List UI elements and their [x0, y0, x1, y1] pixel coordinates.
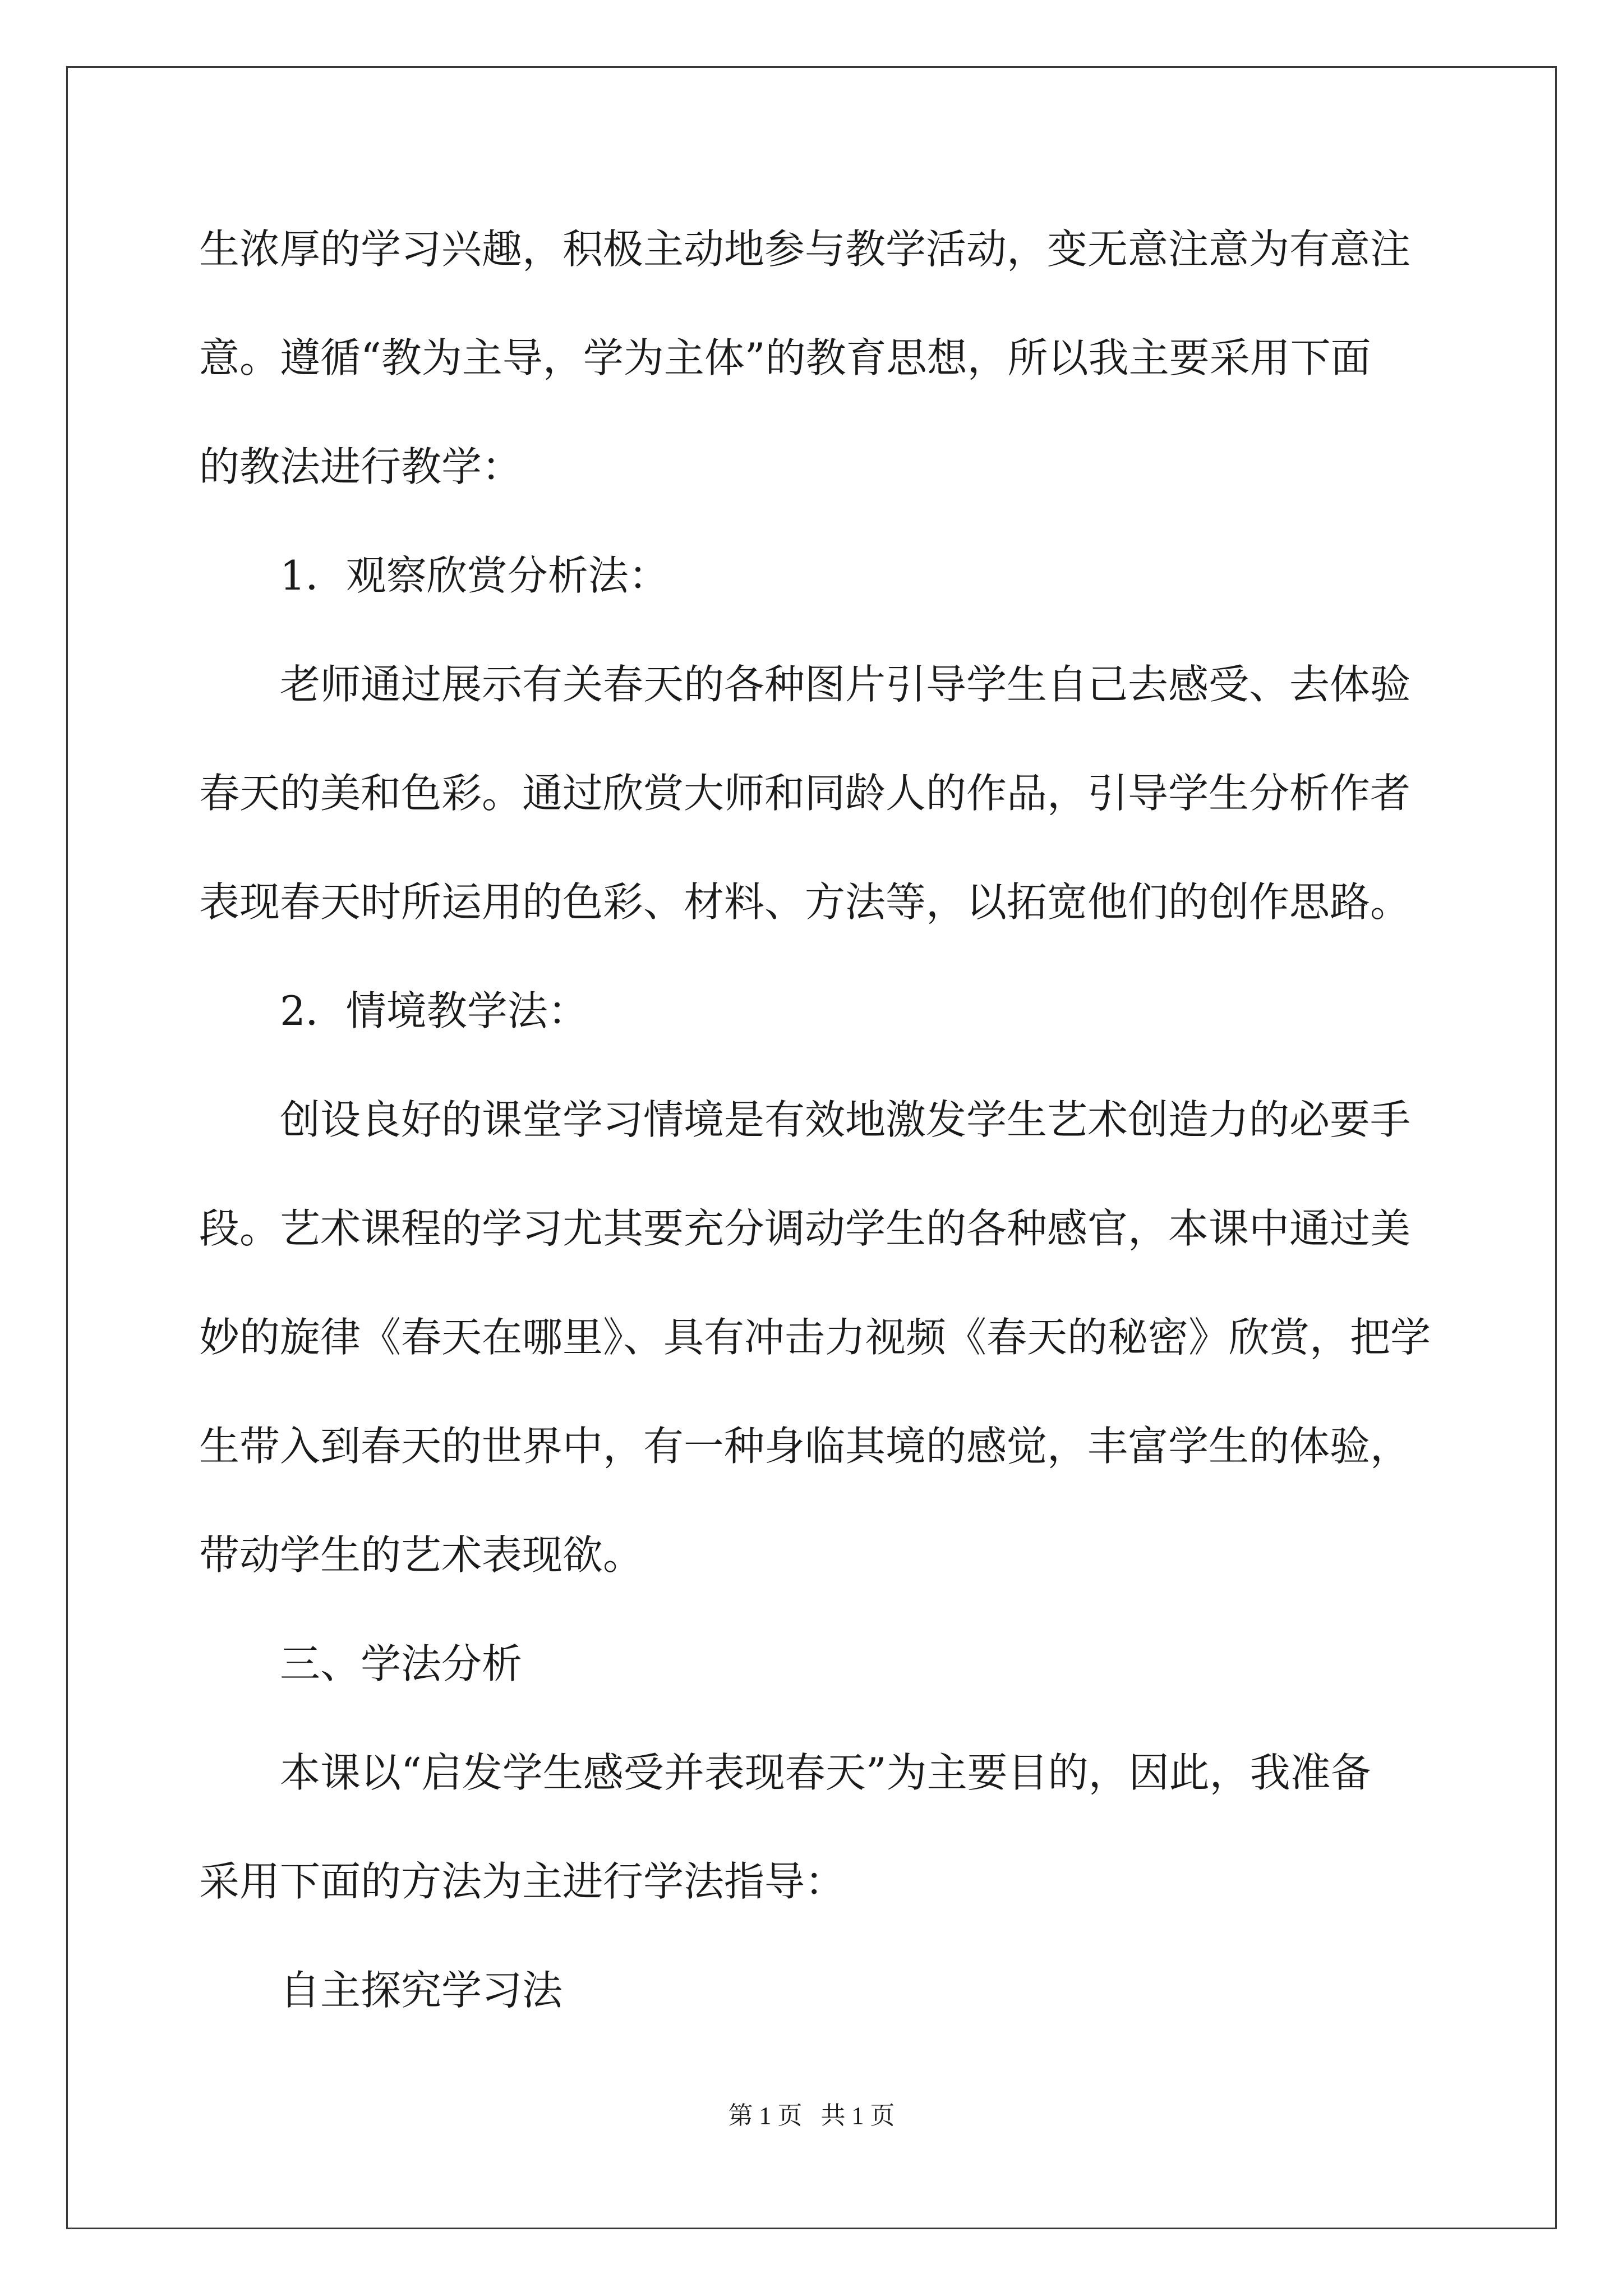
paragraph-3-line-5: 带动学生的艺术表现欲。: [199, 1531, 644, 1579]
section-heading-self-inquiry-method: 自主探究学习法: [280, 1967, 563, 2014]
paragraph-3-line-4: 生带入到春天的世界中，有一种身临其境的感觉，丰富学生的体验，: [199, 1423, 1411, 1470]
section-heading-observation-method: 1．观察欣赏分析法：: [280, 552, 669, 599]
paragraph-4-line-2: 采用下面的方法为主进行学法指导：: [199, 1858, 846, 1905]
paragraph-2-line-3: 表现春天时所运用的色彩、材料、方法等，以拓宽他们的创作思路。: [199, 878, 1411, 926]
paragraph-1-line-1: 生浓厚的学习兴趣，积极主动地参与教学活动，变无意注意为有意注: [199, 226, 1411, 273]
paragraph-3-line-1: 创设良好的课堂学习情境是有效地激发学生艺术创造力的必要手: [280, 1096, 1411, 1143]
page-footer: 第 1 页 共 1 页: [728, 2102, 895, 2129]
section-heading-situational-method: 2．情境教学法：: [280, 987, 588, 1034]
section-heading-learning-analysis: 三、学法分析: [280, 1640, 523, 1687]
paragraph-2-line-2: 春天的美和色彩。通过欣赏大师和同龄人的作品，引导学生分析作者: [199, 770, 1411, 817]
paragraph-1-line-2: 意。遵循“教为主导，学为主体”的教育思想，所以我主要采用下面: [199, 334, 1371, 381]
paragraph-3-line-3: 妙的旋律《春天在哪里》、具有冲击力视频《春天的秘密》欣赏，把学: [199, 1314, 1431, 1361]
paragraph-3-line-2: 段。艺术课程的学习尤其要充分调动学生的各种感官，本课中通过美: [199, 1205, 1411, 1252]
paragraph-4-line-1: 本课以“启发学生感受并表现春天”为主要目的，因此，我准备: [280, 1749, 1371, 1796]
paragraph-1-line-3: 的教法进行教学：: [199, 443, 523, 490]
paragraph-2-line-1: 老师通过展示有关春天的各种图片引导学生自己去感受、去体验: [280, 661, 1411, 708]
